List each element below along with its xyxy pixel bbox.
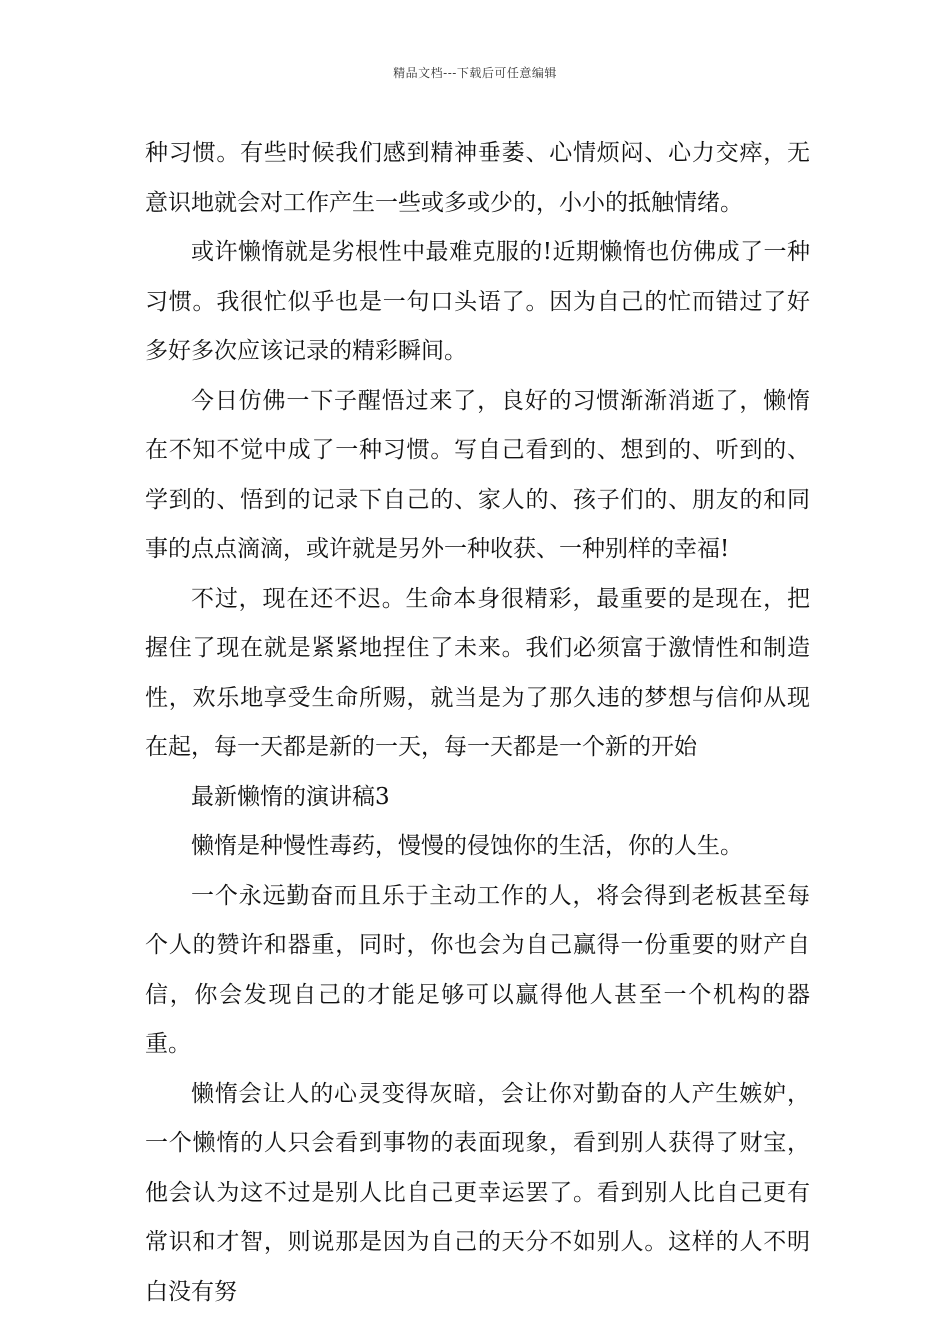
paragraph-4: 不过，现在还不迟。生命本身很精彩，最重要的是现在，把握住了现在就是紧紧地捏住了未来。我们必须富于激情性和制造性，欢乐地享受生命所赐，就当是为了那久违的梦想与信仰从现在起，每一天都是新的一天，每一天都是一个新的开始: [145, 585, 810, 760]
section-heading: 最新懒惰的演讲稿3: [191, 783, 390, 810]
paragraph-7: 懒惰会让人的心灵变得灰暗，会让你对勤奋的人产生嫉妒，一个懒惰的人只会看到事物的表面现象，看到别人获得了财宝，他会认为这不过是别人比自己更幸运罢了。看到别人比自己更有常识和才智，则说那是因为自己的天分不如别人。这样的人不明白没有努: [145, 1080, 810, 1305]
document-header: 精品文档---下载后可任意编辑: [393, 66, 557, 80]
document-body: [145, 129, 810, 1317]
paragraph-2: 或许懒惰就是劣根性中最难克服的!近期懒惰也仿佛成了一种习惯。我很忙似乎也是一句口头语了。因为自己的忙而错过了好多好多次应该记录的精彩瞬间。: [145, 239, 810, 364]
paragraph-3: 今日仿佛一下子醒悟过来了，良好的习惯渐渐消逝了，懒惰在不知不觉中成了一种习惯。写自己看到的、想到的、听到的、学到的、悟到的记录下自己的、家人的、孩子们的、朋友的和同事的点点滴滴，或许就是另外一种收获、一种别样的幸福!: [145, 387, 810, 562]
paragraph-6: 一个永远勤奋而且乐于主动工作的人，将会得到老板甚至每个人的赞许和器重，同时，你也会为自己赢得一份重要的财产自信，你会发现自己的才能足够可以赢得他人甚至一个机构的器重。: [145, 882, 810, 1057]
paragraph-5: 懒惰是种慢性毒药，慢慢的侵蚀你的生活，你的人生。: [191, 833, 743, 859]
paragraph-1: 种习惯。有些时候我们感到精神垂萎、心情烦闷、心力交瘁，无意识地就会对工作产生一些或多或少的，小小的抵触情绪。: [145, 140, 810, 216]
